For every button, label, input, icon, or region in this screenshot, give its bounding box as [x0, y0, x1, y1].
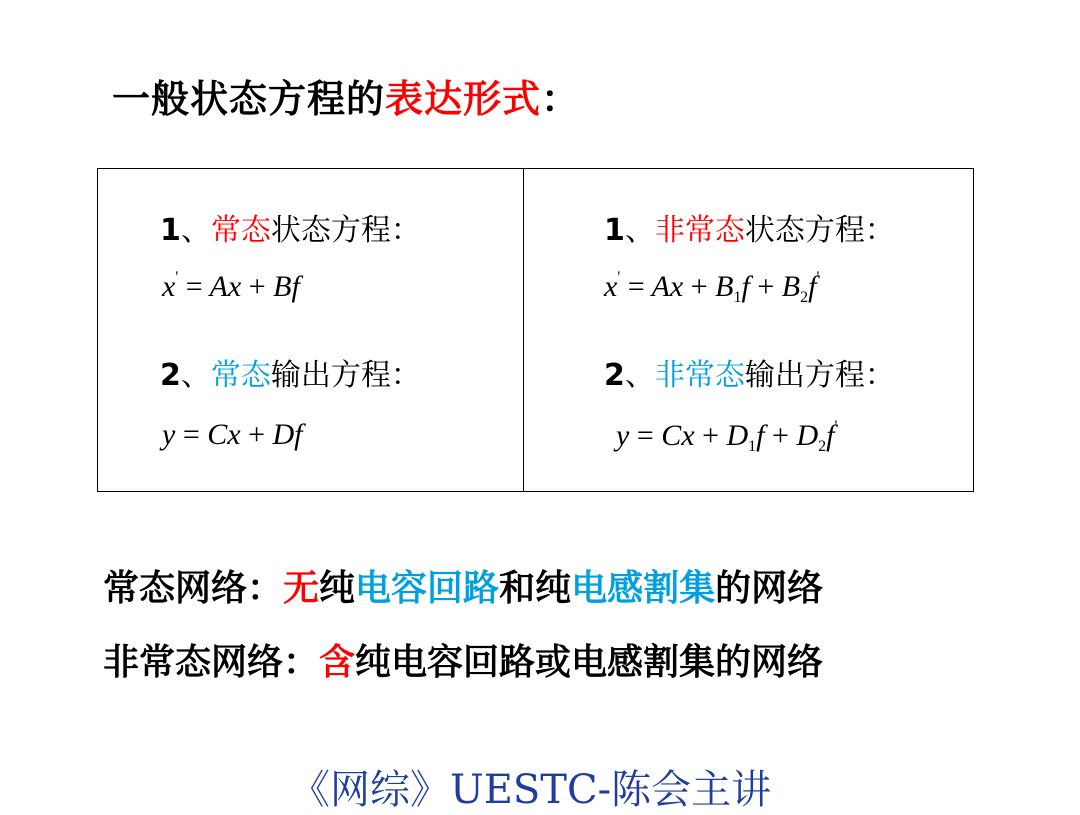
slide-title — [112, 68, 580, 123]
title-part-2: 表达形式 — [385, 77, 542, 121]
heading-rest: 输出方程： — [744, 358, 895, 393]
eq-lhs: x — [162, 270, 176, 303]
normal-state-eq-heading — [160, 205, 421, 249]
normal-network-definition — [103, 560, 823, 611]
heading-rest: 输出方程： — [270, 358, 421, 393]
nonnormal-output-eq-heading — [604, 350, 895, 394]
heading-rest: 状态方程： — [744, 213, 895, 248]
eq-term: Cx — [207, 418, 241, 451]
eq-coef: B — [715, 270, 734, 303]
eq-coef: D — [796, 419, 819, 452]
heading-number: 1 — [160, 213, 181, 248]
heading-colored: 非常态 — [654, 358, 745, 393]
eq-sub: 1 — [733, 289, 742, 306]
eq-plus: + — [248, 270, 266, 303]
footer-credit: 《网综》UESTC-陈会主讲 — [290, 767, 772, 813]
eq-lhs: y — [616, 419, 630, 452]
eq-lhs: x — [604, 270, 618, 303]
normal-output-equation — [162, 418, 303, 452]
eq-sign: = — [182, 418, 200, 451]
eq-coef: D — [726, 419, 749, 452]
def-text: 的网络 — [715, 568, 824, 609]
eq-term: Ax — [209, 270, 242, 303]
eq-plus: + — [702, 419, 719, 452]
def-keyword: 含 — [319, 642, 356, 683]
normal-cell — [98, 169, 523, 491]
nonnormal-state-equation — [604, 269, 819, 307]
heading-rest: 状态方程： — [270, 213, 421, 248]
eq-var: f — [756, 419, 765, 452]
nonnormal-state-eq-heading — [604, 205, 895, 249]
def-keyword: 无 — [283, 568, 320, 609]
def-text: 和纯 — [499, 568, 572, 609]
eq-prime: ' — [816, 269, 820, 286]
heading-separator: 、 — [624, 358, 655, 393]
eq-var: f — [741, 270, 750, 303]
title-part-3: ： — [541, 77, 581, 121]
eq-lhs: y — [162, 418, 176, 451]
heading-number: 2 — [604, 358, 625, 393]
equation-table — [97, 168, 974, 492]
eq-prime: ' — [617, 269, 621, 286]
def-label: 非常态网络： — [103, 642, 320, 683]
heading-colored: 常态 — [210, 213, 271, 248]
heading-separator: 、 — [180, 358, 211, 393]
def-text: 纯 — [319, 568, 356, 609]
nonnormal-cell — [524, 169, 974, 491]
def-label: 常态网络： — [103, 568, 284, 609]
eq-prime: ' — [834, 418, 838, 435]
eq-term: Bf — [273, 270, 300, 303]
heading-separator: 、 — [180, 213, 211, 248]
normal-output-eq-heading — [160, 350, 421, 394]
nonnormal-output-equation — [616, 418, 837, 456]
eq-sign: = — [636, 419, 654, 452]
nonnormal-network-definition — [103, 634, 823, 685]
eq-term: Df — [272, 418, 303, 451]
def-highlight: 电容回路 — [355, 568, 500, 609]
eq-plus: + — [690, 270, 708, 303]
eq-sub: 2 — [800, 289, 809, 306]
eq-plus: + — [248, 418, 265, 451]
eq-var: f — [808, 270, 817, 303]
def-text: 纯电容回路或电感割集的网络 — [355, 642, 824, 683]
title-part-1: 一般状态方程的 — [112, 77, 386, 121]
heading-separator: 、 — [624, 213, 655, 248]
eq-sub: 2 — [818, 438, 827, 455]
eq-plus: + — [772, 419, 789, 452]
eq-plus: + — [757, 270, 775, 303]
eq-prime: ' — [175, 269, 179, 286]
heading-number: 1 — [604, 213, 625, 248]
def-highlight: 电感割集 — [571, 568, 716, 609]
eq-term: Cx — [661, 419, 695, 452]
eq-term: Ax — [651, 270, 684, 303]
eq-coef: B — [781, 270, 801, 303]
eq-var: f — [826, 419, 835, 452]
normal-state-equation — [162, 269, 300, 304]
heading-number: 2 — [160, 358, 181, 393]
heading-colored: 非常态 — [654, 213, 745, 248]
eq-sign: = — [185, 270, 203, 303]
eq-sub: 1 — [748, 438, 757, 455]
heading-colored: 常态 — [210, 358, 271, 393]
eq-sign: = — [627, 270, 645, 303]
